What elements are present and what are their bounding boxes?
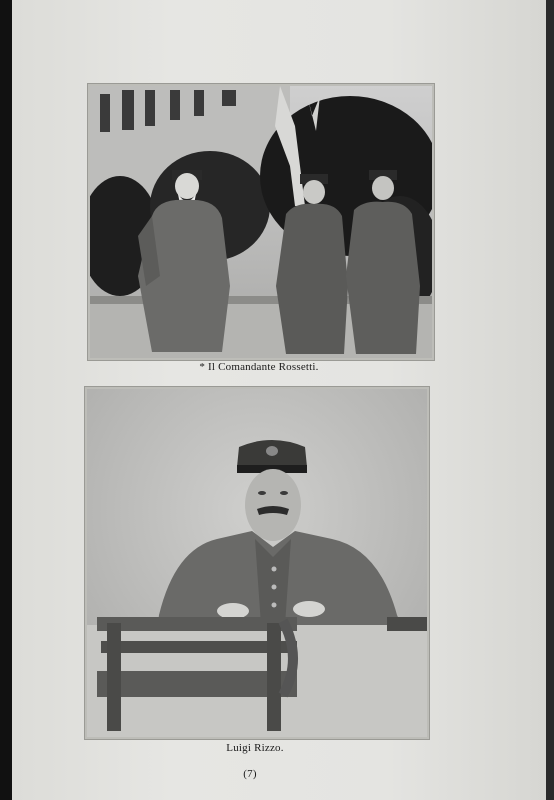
photo-three-officers [88, 84, 434, 360]
scan-left-border [0, 0, 12, 800]
caption-top: * Il Comandante Rossetti. [199, 361, 319, 373]
scan-right-border [546, 0, 554, 800]
photo-luigi-rizzo [85, 387, 429, 739]
caption-bottom: Luigi Rizzo. [226, 742, 284, 754]
page-number: (7) [243, 768, 257, 780]
